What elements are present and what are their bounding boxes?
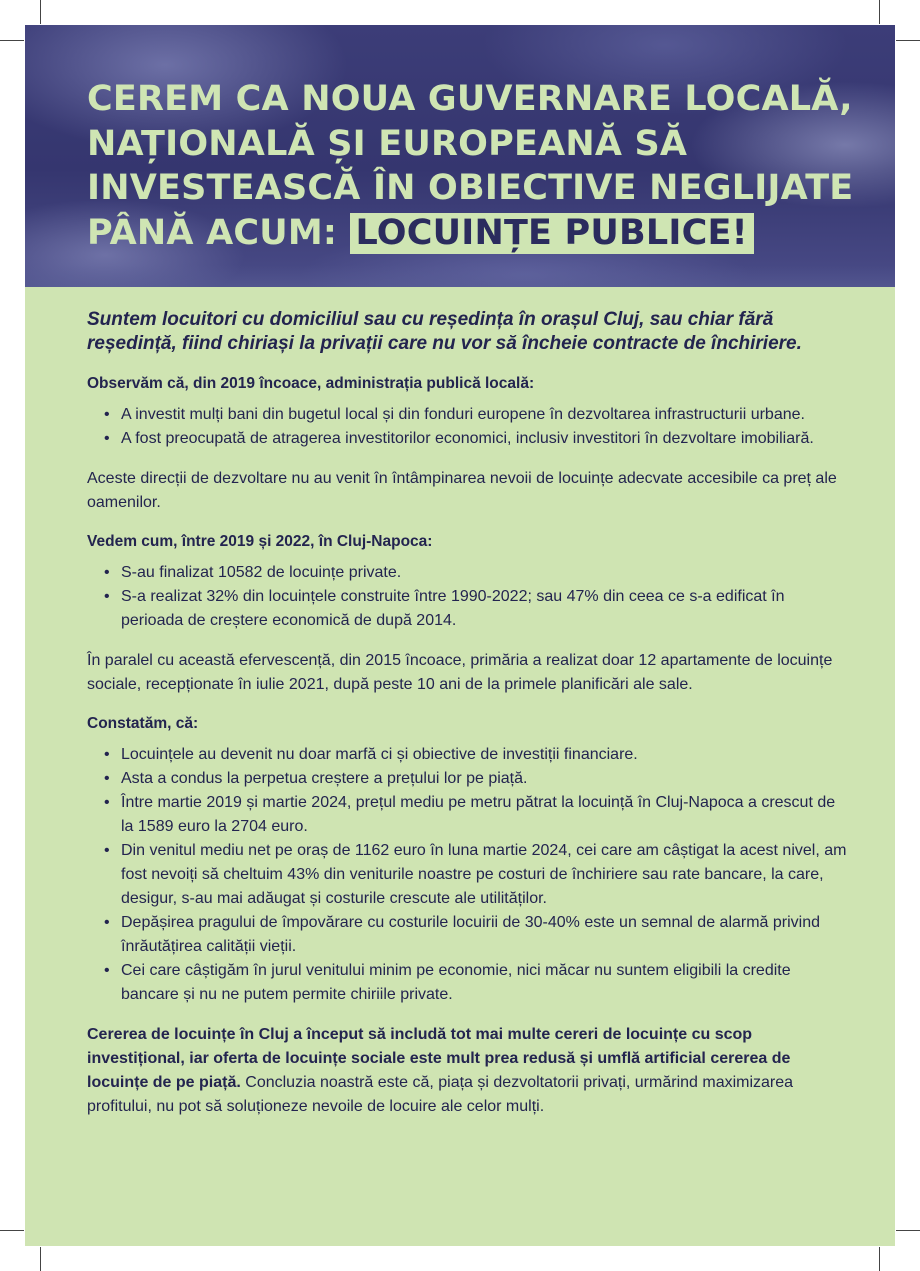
closing-regular: Concluzia noastră este că, piața și dezvoltatorii privați, urmărind maximizarea profitului, nu pot să soluționeze nevoile de locuire ale celor mulți. [87,1074,794,1115]
closing-paragraph [87,1023,847,1119]
list-item: • A investit mulți bani din bugetul local și din fonduri europene în dezvoltarea infrastructurii urbane. [121,403,847,427]
conclude-list [87,743,847,1007]
list-item: • Depășirea pragului de împovărare cu costurile locuirii de 30-40% este un semnal de alarmă privind înrăutățirea calității vieții. [121,911,847,959]
crop-mark [896,1230,920,1231]
list-item: • Locuințele au devenit nu doar marfă ci și obiective de investiții financiare. [121,743,847,767]
crop-mark [879,1247,880,1271]
title-line-text: PÂNĂ ACUM: [87,212,338,253]
crop-mark [40,1247,41,1271]
crop-mark [0,40,24,41]
list-item: • S-a realizat 32% din locuințele construite între 1990-2022; sau 47% din ceea ce s-a edificat în perioada de creștere economică de după 2014. [121,585,847,633]
closing-bold: Cererea de locuințe în Cluj a început să includă tot mai multe cereri de locuințe cu scop investițional, iar oferta de locuințe sociale este mult prea redusă și umflă artificial cererea de locuințe de pe piață. [87,1026,791,1091]
section-title-conclude: Constatăm, că: [87,715,199,732]
intro-paragraph: Suntem locuitori cu domiciliul sau cu reședința în orașul Cluj, sau chiar fără reședință, fiind chiriași la privații care nu vor să încheie contracte de închiriere. [87,309,802,354]
section-title-see: Vedem cum, între 2019 și 2022, în Cluj-Napoca: [87,533,433,550]
title-line: INVESTEASCĂ ÎN OBIECTIVE NEGLIJATE [87,168,854,208]
header-banner [25,25,895,287]
list-item: • Cei care câștigăm în jurul venitului minim pe economie, nici măcar nu suntem eligibili la credite bancare și nu ne putem permite chiriile private. [121,959,847,1007]
section-title-observe: Observăm că, din 2019 încoace, administrația publică locală: [87,375,535,392]
list-item: • Între martie 2019 și martie 2024, prețul mediu pe metru pătrat la locuință în Cluj-Napoca a crescut de la 1589 euro la 2704 euro. [121,791,847,839]
title-line-last [87,211,867,256]
crop-mark [896,40,920,41]
title-highlight: LOCUINȚE PUBLICE! [350,213,754,254]
parallel-paragraph: În paralel cu această efervescență, din 2015 încoace, primăria a realizat doar 12 apartamente de locuințe sociale, recepționate în iulie 2021, după peste 10 ani de la primele planificări ale sale. [87,652,833,693]
title-line: NAȚIONALĂ ȘI EUROPEANĂ SĂ [87,123,688,164]
list-item: • A fost preocupată de atragerea investitorilor economici, inclusiv investitori în dezvoltare imobiliară. [121,427,847,451]
crop-mark [0,1230,24,1231]
list-item: • S-au finalizat 10582 de locuințe private. [121,561,847,585]
observe-list [87,403,847,451]
crop-mark [40,0,41,24]
title-line: CEREM CA NOUA GUVERNARE LOCALĂ, [87,79,853,119]
header-fade [25,265,895,287]
crop-mark [879,0,880,24]
main-content [87,308,847,1119]
development-paragraph: Aceste direcții de dezvoltare nu au venit în întâmpinarea nevoii de locuințe adecvate accesibile ca preț ale oamenilor. [87,470,837,511]
list-item: • Asta a condus la perpetua creștere a prețului lor pe piață. [121,767,847,791]
flyer-page [25,25,895,1246]
page-title [87,77,867,255]
list-item: • Din venitul mediu net pe oraș de 1162 euro în luna martie 2024, cei care am câștigat la acest nivel, am fost nevoiți să cheltuim 43% din veniturile noastre pe costuri de închiriere sau rate bancare, la care, desigur, s-au mai adăugat și costurile crescute ale utilităților. [121,839,847,911]
see-list [87,561,847,633]
